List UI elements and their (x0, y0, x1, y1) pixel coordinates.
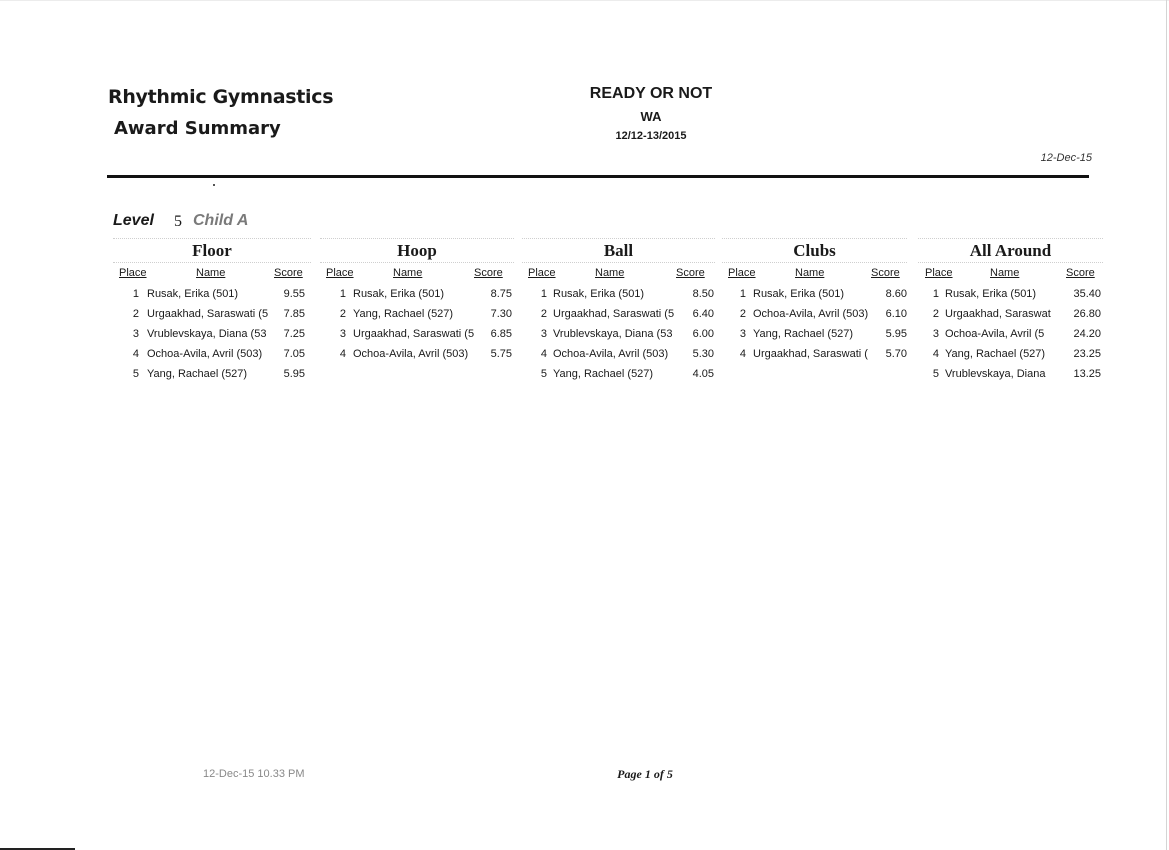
result-score: 24.20 (1073, 328, 1101, 340)
column-header-name: Name (595, 267, 625, 279)
result-row (113, 368, 311, 384)
result-name: Urgaakhad, Saraswati (5 (553, 308, 675, 320)
result-score: 35.40 (1073, 288, 1101, 300)
meet-name: READY OR NOT (589, 85, 713, 102)
result-row (320, 348, 514, 364)
result-name: Rusak, Erika (501) (945, 288, 1037, 300)
column-header-name: Name (393, 267, 423, 279)
column-header-score: Score (676, 267, 705, 279)
report-subtitle: Award Summary (114, 118, 281, 139)
result-row (522, 348, 715, 364)
footer-timestamp: 12-Dec-15 10.33 PM (203, 768, 305, 780)
column-header-place: Place (925, 267, 953, 279)
result-score: 5.70 (885, 348, 907, 360)
result-place: 4 (932, 348, 939, 360)
event-title: Hoop (320, 238, 514, 263)
event-all-around (918, 238, 1103, 388)
column-header-name: Name (990, 267, 1020, 279)
result-place: 1 (132, 288, 139, 300)
column-header-place: Place (326, 267, 354, 279)
result-score: 8.60 (885, 288, 907, 300)
result-place: 3 (932, 328, 939, 340)
event-title: All Around (918, 238, 1103, 263)
result-score: 23.25 (1073, 348, 1101, 360)
result-row (113, 288, 311, 304)
result-name: Vrublevskaya, Diana (53 (147, 328, 267, 340)
result-name: Urgaakhad, Saraswati (5 (353, 328, 475, 340)
event-title: Floor (113, 238, 311, 263)
result-row (522, 288, 715, 304)
result-score: 8.50 (692, 288, 714, 300)
result-score: 7.25 (283, 328, 305, 340)
result-score: 7.85 (283, 308, 305, 320)
result-place: 1 (540, 288, 547, 300)
result-row (722, 328, 907, 344)
event-title: Ball (522, 238, 715, 263)
result-row (113, 328, 311, 344)
result-score: 9.55 (283, 288, 305, 300)
level-division: Child A (193, 212, 249, 229)
result-score: 6.85 (490, 328, 512, 340)
result-name: Yang, Rachael (527) (553, 368, 654, 380)
result-score: 7.30 (490, 308, 512, 320)
column-header-place: Place (728, 267, 756, 279)
result-score: 6.40 (692, 308, 714, 320)
result-place: 3 (739, 328, 746, 340)
result-score: 5.95 (885, 328, 907, 340)
result-name: Ochoa-Avila, Avril (503) (147, 348, 263, 360)
scan-speck (213, 184, 215, 186)
result-place: 2 (540, 308, 547, 320)
result-place: 2 (932, 308, 939, 320)
result-place: 2 (739, 308, 746, 320)
result-place: 2 (339, 308, 346, 320)
result-name: Rusak, Erika (501) (353, 288, 445, 300)
result-row (320, 308, 514, 324)
result-place: 4 (739, 348, 746, 360)
column-header-place: Place (528, 267, 556, 279)
result-score: 13.25 (1073, 368, 1101, 380)
result-row (722, 308, 907, 324)
result-row (722, 288, 907, 304)
result-name: Vrublevskaya, Diana (945, 368, 1046, 380)
column-header-place: Place (119, 267, 147, 279)
result-row (918, 288, 1103, 304)
result-row (918, 328, 1103, 344)
result-name: Yang, Rachael (527) (945, 348, 1046, 360)
result-name: Urgaakhad, Saraswati ( (753, 348, 868, 360)
result-score: 5.30 (692, 348, 714, 360)
result-row (113, 348, 311, 364)
event-title: Clubs (722, 238, 907, 263)
meet-state: WA (640, 109, 662, 124)
result-name: Ochoa-Avila, Avril (503) (753, 308, 869, 320)
result-place: 1 (932, 288, 939, 300)
result-place: 4 (339, 348, 346, 360)
result-score: 7.05 (283, 348, 305, 360)
result-name: Ochoa-Avila, Avril (503) (553, 348, 669, 360)
result-score: 6.10 (885, 308, 907, 320)
result-name: Rusak, Erika (501) (553, 288, 645, 300)
column-header-score: Score (871, 267, 900, 279)
level-number: 5 (174, 213, 182, 230)
scan-top-edge (0, 0, 1169, 1)
result-place: 5 (540, 368, 547, 380)
result-row (320, 328, 514, 344)
result-name: Urgaakhad, Saraswati (5 (147, 308, 269, 320)
footer-page-number: Page 1 of 5 (617, 767, 673, 781)
result-name: Yang, Rachael (527) (147, 368, 248, 380)
result-place: 3 (132, 328, 139, 340)
result-place: 3 (540, 328, 547, 340)
column-header-score: Score (274, 267, 303, 279)
report-date: 12-Dec-15 (1040, 152, 1092, 164)
column-header-name: Name (196, 267, 226, 279)
result-score: 5.75 (490, 348, 512, 360)
result-score: 6.00 (692, 328, 714, 340)
result-row (918, 308, 1103, 324)
result-row (722, 348, 907, 364)
result-row (522, 368, 715, 384)
result-place: 3 (339, 328, 346, 340)
result-row (320, 288, 514, 304)
result-name: Rusak, Erika (501) (753, 288, 845, 300)
result-name: Ochoa-Avila, Avril (503) (353, 348, 469, 360)
result-place: 5 (932, 368, 939, 380)
event-floor (113, 238, 311, 388)
header-divider (107, 175, 1089, 178)
result-row (918, 348, 1103, 364)
result-name: Yang, Rachael (527) (753, 328, 854, 340)
result-name: Ochoa-Avila, Avril (5 (945, 328, 1045, 340)
result-place: 2 (132, 308, 139, 320)
result-place: 1 (739, 288, 746, 300)
result-name: Urgaakhad, Saraswat (945, 308, 1051, 320)
result-score: 8.75 (490, 288, 512, 300)
result-place: 5 (132, 368, 139, 380)
result-row (522, 328, 715, 344)
column-header-score: Score (1066, 267, 1095, 279)
result-name: Vrublevskaya, Diana (53 (553, 328, 673, 340)
event-clubs (722, 238, 907, 388)
result-name: Yang, Rachael (527) (353, 308, 454, 320)
result-place: 4 (132, 348, 139, 360)
column-header-score: Score (474, 267, 503, 279)
meet-dates: 12/12-13/2015 (615, 130, 687, 142)
event-hoop (320, 238, 514, 388)
result-name: Rusak, Erika (501) (147, 288, 239, 300)
scan-right-edge (1166, 0, 1167, 850)
result-place: 1 (339, 288, 346, 300)
result-score: 5.95 (283, 368, 305, 380)
result-row (918, 368, 1103, 384)
result-row (522, 308, 715, 324)
level-label: Level (113, 212, 154, 229)
result-score: 4.05 (692, 368, 714, 380)
report-title: Rhythmic Gymnastics (108, 86, 334, 108)
event-ball (522, 238, 715, 388)
result-place: 4 (540, 348, 547, 360)
column-header-name: Name (795, 267, 825, 279)
result-row (113, 308, 311, 324)
result-score: 26.80 (1073, 308, 1101, 320)
